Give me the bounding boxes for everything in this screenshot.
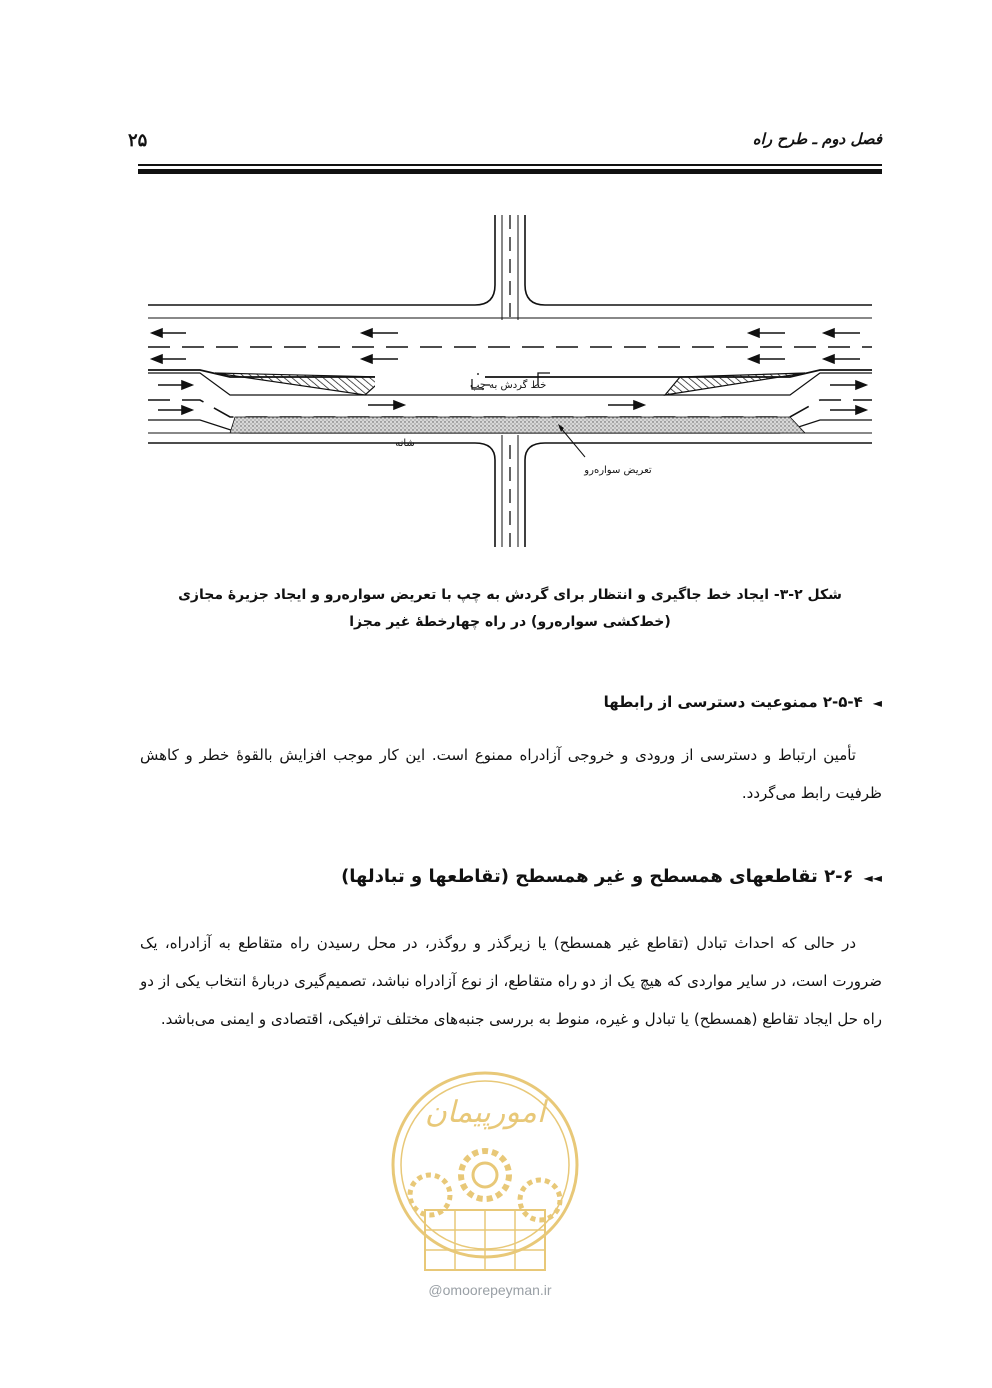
arrow-right-icon	[830, 406, 866, 414]
left-hatched-taper	[215, 373, 385, 395]
cross-road-bottom-right-edge	[525, 443, 872, 547]
arrow-right-icon	[830, 381, 866, 389]
arrow-right-icon	[158, 406, 192, 414]
paragraph-intersections: در حالی که احداث تبادل (تقاطع غیر همسطح) یا زیرگذر و روگذر، در محل رسیدن راه متقاطع به آزادراه، یک ضرورت است، در سایر مواردی که هیچ یک از دو راه متقاطع، از نوع آزادراه نباشد، تصمیم‌گیری دربارهٔ انتخاب یکی از دو راه حل ایجاد تقاطع (همسطح) یا تبادل و غیره، منوط به بررسی جنبه‌های مختلف ترافیکی، اقتصادی و ایمنی می‌باشد.	[140, 934, 882, 1028]
watermark-logo	[385, 1060, 585, 1290]
header-rule-thin	[138, 164, 882, 166]
page-number: ۲۵	[128, 130, 148, 151]
section-heading-intersections	[122, 866, 882, 887]
cross-road-top-right-edge	[525, 215, 872, 305]
paragraph-ramp: تأمین ارتباط و دسترسی از ورودی و خروجی آزادراه ممنوع است. این کار موجب افزایش بالقوهٔ خطر و کاهش ظرفیت رابط می‌گردد.	[140, 746, 882, 802]
label-widening: تعریض سواره‌رو	[584, 465, 652, 476]
widened-stipple-area	[230, 417, 805, 433]
label-shoulder: شانه	[395, 438, 415, 449]
arrow-left-icon	[362, 355, 398, 363]
arrow-right-icon	[158, 381, 192, 389]
bullet-triangle-icon: ◄	[872, 696, 882, 710]
figure-caption	[140, 582, 880, 636]
arrow-right-icon	[608, 401, 644, 409]
cross-road-bottom-left-edge	[148, 443, 495, 547]
cross-road-top-left-edge	[148, 215, 495, 305]
figure-caption-line2: (خط‌کشی سواره‌رو) در راه چهارخطهٔ غیر مجزا	[349, 614, 671, 630]
watermark-url	[385, 1282, 595, 1298]
arrow-left-icon	[749, 329, 785, 337]
arrow-right-icon	[368, 401, 404, 409]
right-hatched-taper	[665, 373, 805, 395]
watermark-url-text: omoorepeyman.ir	[442, 1282, 552, 1298]
arrow-left-icon	[152, 355, 186, 363]
section-heading-ramp	[122, 693, 882, 711]
header-rule-thick	[138, 169, 882, 174]
arrow-left-icon	[749, 355, 785, 363]
arrow-left-icon	[824, 329, 860, 337]
at-icon: @	[428, 1282, 443, 1298]
figure-caption-line1: شکل ۲-۳- ایجاد خط جاگیری و انتظار برای گردش به چپ با تعریض سواره‌رو و ایجاد جزیرهٔ مجازی	[178, 587, 842, 603]
intersection-diagram	[140, 205, 880, 560]
arrow-left-icon	[824, 355, 860, 363]
section-title-ramp: ۲-۵-۴ ممنوعیت دسترسی از رابطها	[603, 693, 863, 711]
label-left-turn-lane: خط گردش به چپ	[470, 380, 547, 391]
section-title-intersections: ۲-۶ تقاطعهای همسطح و غیر همسطح (تقاطعها و تبادلها)	[341, 866, 854, 887]
bullet-double-triangle-icon: ◄◄	[863, 871, 882, 885]
chapter-title: فصل دوم ـ طرح راه	[752, 130, 882, 148]
arrow-left-icon	[362, 329, 398, 337]
watermark-logo-text: امورپیمان	[424, 1095, 546, 1130]
arrow-left-icon	[152, 329, 186, 337]
